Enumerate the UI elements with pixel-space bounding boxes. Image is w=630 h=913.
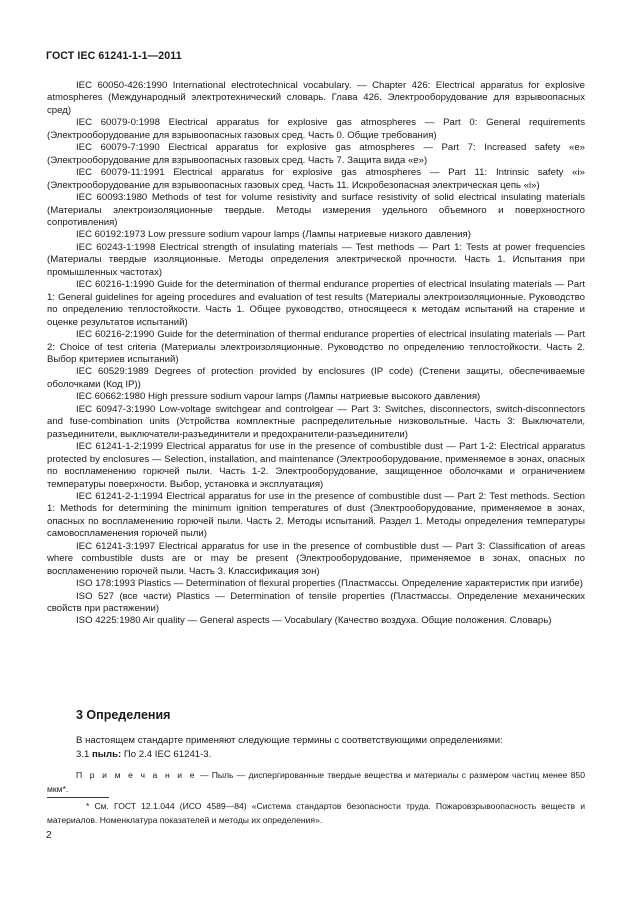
reference-item: IEC 60079-7:1990 Electrical apparatus for explosive gas atmospheres — Part 7: Increased safety «е» (Электрооборудование для взрывоопасных газовых сред. Часть 7. Защита вида «е»): [47, 142, 585, 166]
term-name: пыль:: [92, 749, 122, 760]
reference-item: IEC 60079-11:1991 Electrical apparatus for explosive gas atmospheres — Part 11: Intrinsic safety «i» (Электрооборудование для взрывоопасных газовых сред. Часть 11. Искробезопасная электрическая цепь «i»): [47, 167, 585, 191]
term-definition: [47, 748, 585, 762]
reference-item: ISO 4225:1980 Air quality — General aspects — Vocabulary (Качество воздуха. Общие положения. Словарь): [76, 615, 552, 627]
footnote-divider: [47, 797, 109, 798]
reference-item: ISO 178:1993 Plastics — Determination of flexural properties (Пластмассы. Определение характеристик при изгибе): [76, 578, 583, 590]
reference-item: IEC 60216-1:1990 Guide for the determination of thermal endurance properties of electrical insulating materials — Part 1: General guidelines for ageing procedures and evaluation of test results (Материалы электроизоляционные. Руководство по определению теплостойкости. Часть 1. Общее руководство, относящееся к методам испытаний на старение и оценке результатов испытаний): [47, 279, 585, 328]
reference-item: IEC 61241-2-1:1994 Electrical apparatus for use in the presence of combustible dust — Part 2: Test methods. Section 1: Methods for determining the minimum ignition temperatures of dust (Электрооборудование, применяемое в зонах, опасных по воспламенению горючей пыли. Часть 2. Методы испытаний. Раздел 1. Методы определения температуры самовоспламенения горючей пыли): [47, 490, 585, 540]
note-text: — Пыль — диспергированные твердые вещества и материалы с размером частиц менее 850 мкм*.: [47, 770, 585, 794]
reference-item: IEC 60216-2:1990 Guide for the determination of thermal endurance properties of electrical insulating materials — Part 2: Choice of test criteria (Материалы электроизоляционные. Руководство по определению теплостойкости. Часть 2. Выбор критериев испытаний): [47, 329, 585, 365]
page-number: 2: [46, 830, 52, 841]
section-intro: В настоящем стандарте применяют следующие термины с соответствующими определениями:: [76, 735, 503, 746]
reference-item: IEC 60079-0:1998 Electrical apparatus for explosive gas atmospheres — Part 0: General requirements (Электрооборудование для взрывоопасных газовых сред. Часть 0. Общие требования): [47, 117, 585, 141]
reference-item: IEC 61241-3:1997 Electrical apparatus for use in the presence of combustible dust — Part 3: Classification of areas where combustible dusts are or may be present (Электрооборудование, применяемое в зонах, опасных по воспламенению горючей пыли. Часть 3. Классификация зон): [47, 540, 585, 577]
note: [47, 768, 585, 796]
reference-item: IEC 60093:1980 Methods of test for volume resistivity and surface resistivity of solid electrical insulating materials (Материалы электроизоляционные твердые. Методы измерения удельного объемного и поверхностного сопротивления): [47, 192, 585, 228]
term-text: По 2.4 IEC 61241-3.: [123, 749, 212, 760]
reference-item: IEC 60192:1973 Low pressure sodium vapour lamps (Лампы натриевые низкого давления): [76, 229, 471, 241]
reference-item: IEC 60243-1:1998 Electrical strength of insulating materials — Test methods — Part 1: Tests at power frequencies (Материалы твердые изоляционные. Методы определения электрической прочности. Часть 1. Испытания при промышленных частотах): [47, 241, 585, 278]
reference-item: IEC 60529:1989 Degrees of protection provided by enclosures (IP code) (Степени защиты, обеспечиваемые оболочками (Код IP)): [47, 366, 585, 390]
normative-references: [47, 80, 585, 628]
reference-item: IEC 60050-426:1990 International electrotechnical vocabulary. — Chapter 426: Electrical apparatus for explosive atmospheres (Международный электротехнический словарь. Глава 426. Электрооборудование для взрывоопасных сред): [47, 80, 585, 116]
note-label: П р и м е ч а н и е: [76, 770, 197, 780]
reference-item: IEC 60662:1980 High pressure sodium vapour lamps (Лампы натриевые высокого давления): [76, 391, 481, 403]
reference-item: IEC 61241-1-2:1999 Electrical apparatus for use in the presence of combustible dust — Part 1-2: Electrical apparatus protected by enclosures — Selection, installation, and maintenance (Электрооборудование, применяемое в зонах, опасных по воспламенению горючей пыли. Часть 1-2. Электрооборудование, защищенное оболочками и ограничением температуры поверхности. Выбор, установка и эксплуатация): [47, 441, 585, 490]
term-number: 3.1: [76, 749, 90, 760]
document-header: ГОСТ IEC 61241-1-1—2011: [46, 50, 182, 62]
reference-item: ISO 527 (все части) Plastics — Determination of tensile properties (Пластмассы. Определение механических свойств при растяжении): [47, 590, 585, 615]
section-title: 3 Определения: [76, 708, 171, 722]
definitions-section: [47, 734, 585, 796]
footnote-text: * См. ГОСТ 12.1.044 (ИСО 4589—84) «Система стандартов безопасности труда. Пожаровзрывоопасность веществ и материалов. Номенклатура показателей и методы их определения».: [47, 801, 585, 825]
footnote: [47, 800, 585, 827]
reference-item: IEC 60947-3:1990 Low-voltage switchgear and controlgear — Part 3: Switches, disconnectors, switch-disconnectors and fuse-combination units (Устройства комплектные распределительные низковольтные. Часть 3: Выключатели, разъединители, выключатели-разъединители и предохранители-разъединители): [47, 403, 585, 440]
